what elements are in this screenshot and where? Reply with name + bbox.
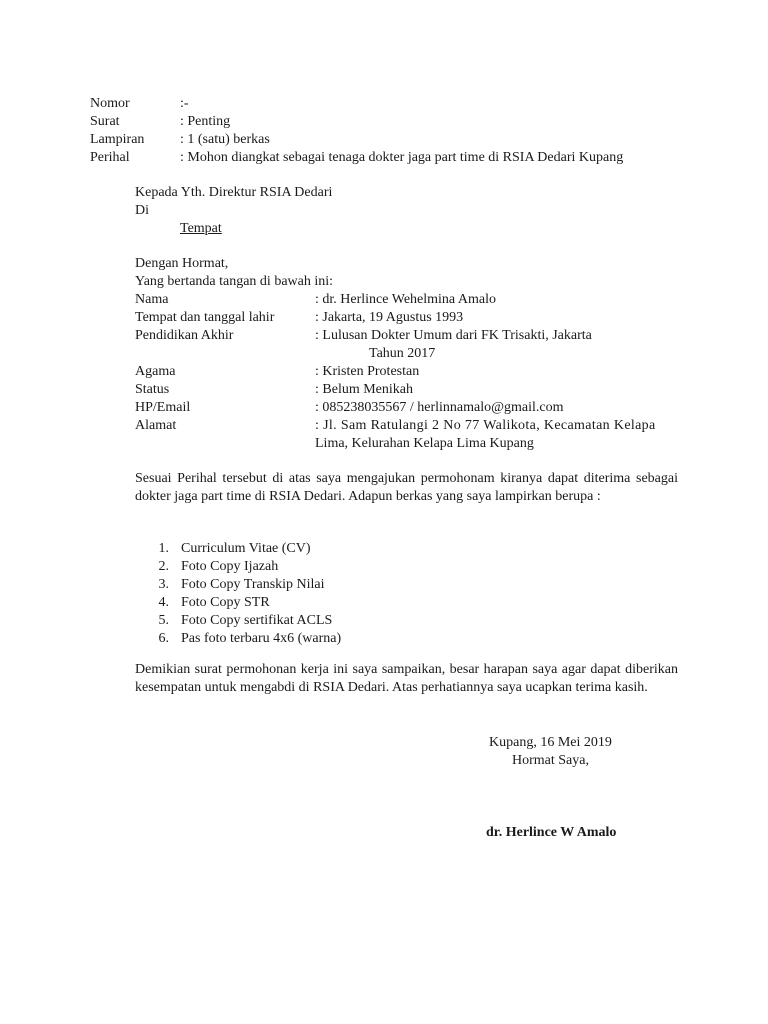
identity-value: Lima, Kelurahan Kelapa Lima Kupang: [315, 436, 534, 451]
body-paragraph-1: [135, 470, 678, 506]
identity-value: : 085238035567 / herlinnamalo@gmail.com: [315, 400, 564, 415]
identity-value: : Jl. Sam Ratulangi 2 No 77 Walikota, Kecamatan Kelapa: [315, 418, 656, 433]
identity-value: : dr. Herlince Wehelmina Amalo: [315, 292, 496, 307]
paragraph-text: Demikian surat permohonan kerja ini saya sampaikan, besar harapan saya agar dapat diberikan kesempatan untuk mengabdi di RSIA Dedari. Atas perhatiannya saya ucapkan terima kasih.: [135, 662, 678, 695]
body-paragraph-2: [135, 661, 678, 697]
header-label: Perihal: [90, 150, 130, 165]
list-number: 5.: [158, 613, 169, 628]
identity-label: Nama: [135, 292, 169, 307]
header-value: :-: [180, 96, 189, 111]
header-value: : Mohon diangkat sebagai tenaga dokter jaga part time di RSIA Dedari Kupang: [180, 150, 624, 165]
list-number: 3.: [158, 577, 169, 592]
recipient-line: Kepada Yth. Direktur RSIA Dedari: [135, 185, 333, 200]
list-text: Foto Copy sertifikat ACLS: [181, 613, 333, 628]
identity-label: HP/Email: [135, 400, 191, 415]
identity-value: : Jakarta, 19 Agustus 1993: [315, 310, 464, 325]
closing-salutation: Hormat Saya,: [512, 753, 589, 768]
identity-label: Agama: [135, 364, 176, 379]
identity-value: : Belum Menikah: [315, 382, 413, 397]
list-number: 2.: [158, 559, 169, 574]
identity-label: Tempat dan tanggal lahir: [135, 310, 275, 325]
recipient-line: Di: [135, 203, 149, 218]
list-text: Foto Copy STR: [181, 595, 270, 610]
header-label: Lampiran: [90, 132, 145, 147]
place-date: Kupang, 16 Mei 2019: [489, 735, 612, 750]
list-text: Pas foto terbaru 4x6 (warna): [181, 631, 342, 646]
list-text: Foto Copy Ijazah: [181, 559, 279, 574]
identity-label: Pendidikan Akhir: [135, 328, 234, 343]
list-number: 6.: [158, 631, 169, 646]
identity-value: Tahun 2017: [369, 346, 436, 361]
header-value: : Penting: [180, 114, 231, 129]
list-number: 4.: [158, 595, 169, 610]
intro-line: Yang bertanda tangan di bawah ini:: [135, 274, 334, 289]
header-value: : 1 (satu) berkas: [180, 132, 270, 147]
list-text: Curriculum Vitae (CV): [181, 541, 311, 556]
identity-value: : Kristen Protestan: [315, 364, 420, 379]
header-label: Surat: [90, 114, 120, 129]
recipient-place: Tempat: [180, 221, 222, 236]
header-label: Nomor: [90, 96, 130, 111]
paragraph-text: Sesuai Perihal tersebut di atas saya mengajukan permohonam kiranya dapat diterima sebagai dokter jaga part time di RSIA Dedari. Adapun berkas yang saya lampirkan berupa :: [135, 471, 678, 504]
identity-label: Status: [135, 382, 170, 397]
greeting: Dengan Hormat,: [135, 256, 229, 271]
list-number: 1.: [158, 541, 169, 556]
signer-name: dr. Herlince W Amalo: [486, 825, 617, 840]
identity-value: : Lulusan Dokter Umum dari FK Trisakti, Jakarta: [315, 328, 592, 343]
identity-label: Alamat: [135, 418, 177, 433]
list-text: Foto Copy Transkip Nilai: [181, 577, 325, 592]
